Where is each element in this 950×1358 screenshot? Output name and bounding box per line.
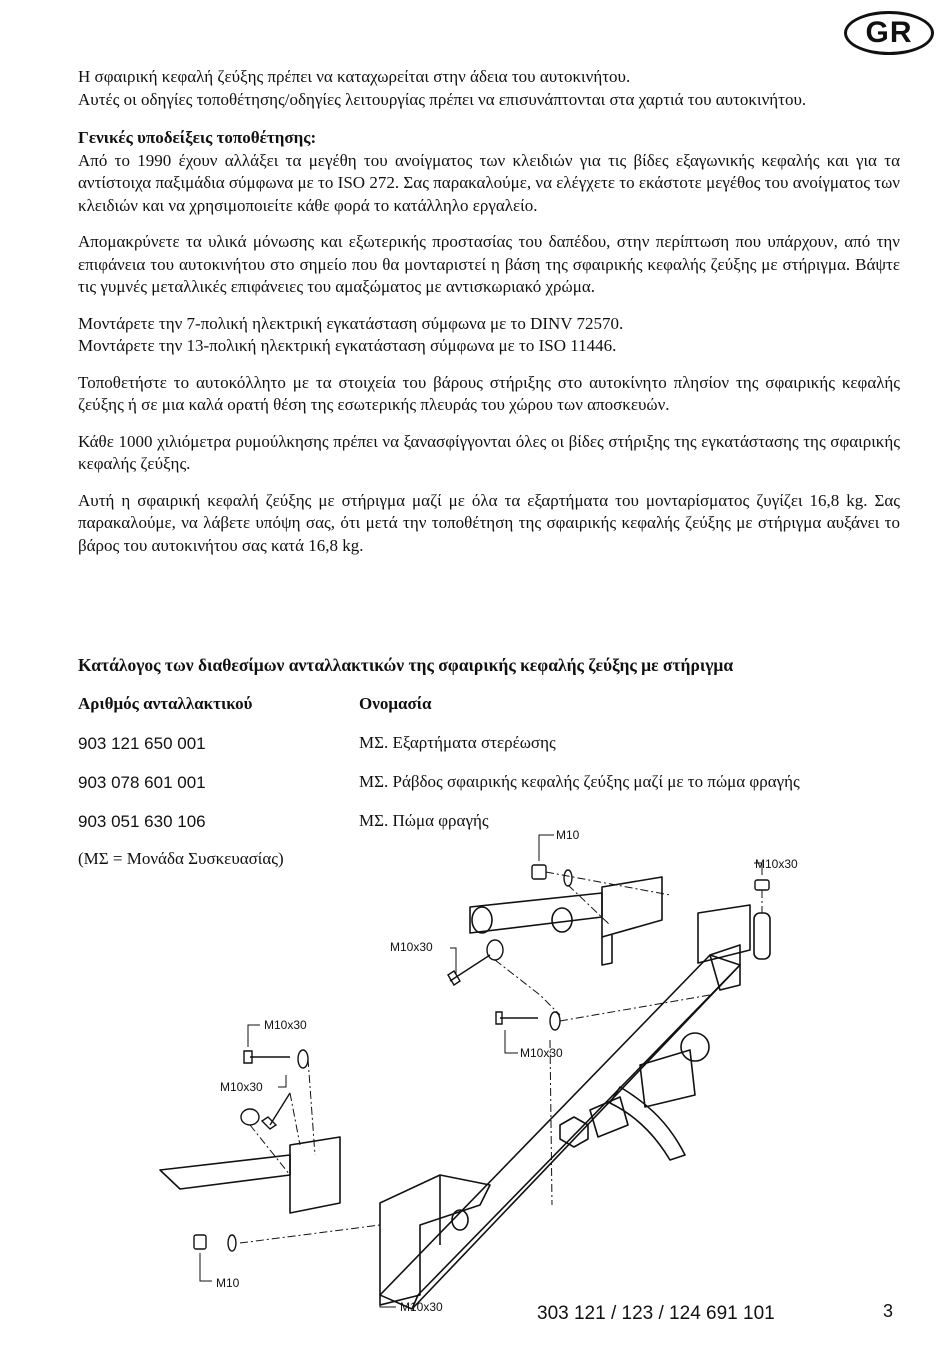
- footer-part-numbers: 303 121 / 123 / 124 691 101: [537, 1303, 775, 1324]
- diagram-label: M10: [556, 828, 580, 842]
- diagram-label: M10x30: [390, 940, 433, 954]
- diagram-label: M10x30: [755, 857, 798, 871]
- instructions-text: [78, 66, 900, 557]
- general-paragraph-3-line-1: Μοντάρετε την 7-πολική ηλεκτρική εγκατάσταση σύμφωνα με το DINV 72570.: [78, 313, 624, 333]
- language-badge: GR: [844, 11, 934, 55]
- packaging-unit-note: (ΜΣ = Μονάδα Συσκευασίας): [78, 849, 284, 868]
- part-name: ΜΣ. Ράβδος σφαιρικής κεφαλής ζεύξης μαζί με το πώμα φραγής: [359, 772, 800, 791]
- intro-line-1: Η σφαιρική κεφαλή ζεύξης πρέπει να καταχωρείται στην άδεια του αυτοκινήτου.: [78, 67, 631, 86]
- parts-col-number: Αριθμός ανταλλακτικού: [78, 694, 253, 713]
- parts-heading: Κατάλογος των διαθεσίμων ανταλλακτικών της σφαιρικής κεφαλής ζεύξης με στήριγμα: [78, 655, 734, 675]
- general-paragraph-5: Κάθε 1000 χιλιόμετρα ρυμούλκησης πρέπει να ξανασφίγγονται όλες οι βίδες στήριξης της εγκατάστασης της σφαιρικής κεφαλής ζεύξης.: [78, 431, 900, 473]
- general-heading: Γενικές υποδείξεις τοποθέτησης:: [78, 128, 317, 147]
- diagram-label: M10: [216, 1276, 240, 1290]
- page-number: 3: [883, 1301, 894, 1321]
- general-paragraph-6: Αυτή η σφαιρική κεφαλή ζεύξης με στήριγμα μαζί με όλα τα εξαρτήματα του μονταρίσματος ζυγίζει 16,8 kg. Σας παρακαλούμε, να λάβετε υπόψη σας, ότι μετά την τοποθέτηση της σφαιρικής κεφαλής ζεύξης με στήριγμα αυξάνει το βάρος του αυτοκινήτου σας κατά 16,8 kg.: [78, 490, 900, 555]
- part-name: ΜΣ. Πώμα φραγής: [359, 811, 489, 830]
- part-number: 903 051 630 106: [78, 812, 206, 831]
- general-paragraph-1: Από το 1990 έχουν αλλάξει τα μεγέθη του ανοίγματος των κλειδιών για τις βίδες εξαγωνικής κεφαλής και για τα αντίστοιχα παξιμάδια σύμφωνα με το ISO 272. Σας παρακαλούμε, να ελέγχετε το εκάστοτε μεγέθος του ανοίγματος των κλειδιών και να χρησιμοποιείτε κάθε φορά το κατάλληλο εργαλείο.: [78, 150, 900, 215]
- part-name: ΜΣ. Εξαρτήματα στερέωσης: [359, 733, 556, 752]
- part-number: 903 121 650 001: [78, 734, 206, 753]
- parts-col-name: Ονομασία: [359, 694, 432, 713]
- diagram-label: M10x30: [400, 1300, 443, 1314]
- diagram-label: M10x30: [264, 1018, 307, 1032]
- part-number: 903 078 601 001: [78, 773, 206, 792]
- diagram-label: M10x30: [520, 1046, 563, 1060]
- tow-bar-assembly-diagram: [150, 825, 830, 1325]
- general-paragraph-4: Τοποθετήστε το αυτοκόλλητο με τα στοιχεία του βάρους στήριξης στο αυτοκίνητο πλησίον της σφαιρικής κεφαλής ζεύξης ή σε μια καλά ορατή θέση της εσωτερικής πλευράς του χώρου των αποσκευών.: [78, 372, 900, 414]
- intro-line-2: Αυτές οι οδηγίες τοποθέτησης/οδηγίες λειτουργίας πρέπει να επισυνάπτονται στα χαρτιά του αυτοκινήτου.: [78, 89, 807, 109]
- general-paragraph-3-line-2: Μοντάρετε την 13-πολική ηλεκτρική εγκατάσταση σύμφωνα με το ISO 11446.: [78, 336, 617, 355]
- general-paragraph-2: Απομακρύνετε τα υλικά μόνωσης και εξωτερικής προστασίας του δαπέδου, στην περίπτωση που υπάρχουν, από την επιφάνεια του αυτοκινήτου στο σημείο που θα μονταριστεί η βάση της σφαιρικής κεφαλής ζεύξης με στήριγμα. Βάψτε τις γυμνές μεταλλικές επιφάνειες του αμαξώματος με αντισκωριακό χρώμα.: [78, 232, 900, 296]
- diagram-label: M10x30: [220, 1080, 263, 1094]
